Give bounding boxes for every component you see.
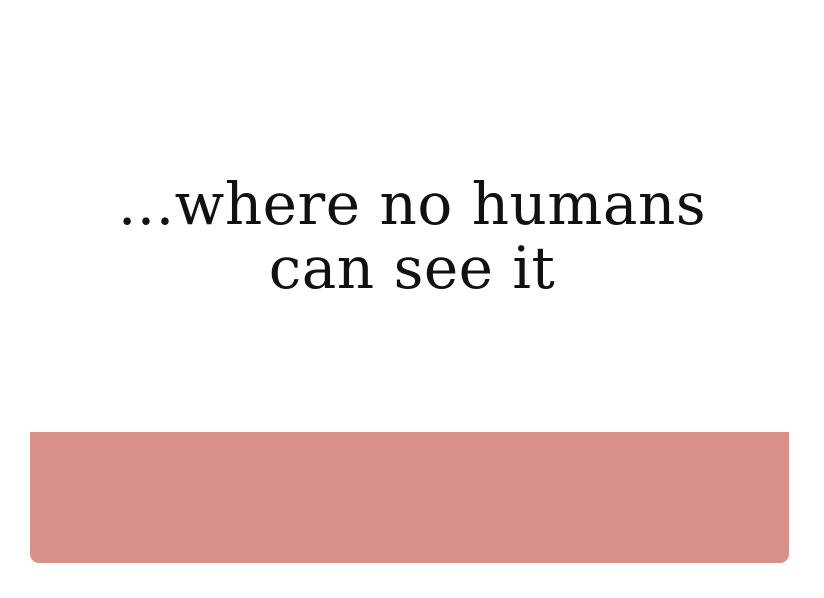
bottom-color-panel: [30, 432, 789, 563]
caption-line-2: can see it: [268, 234, 556, 302]
caption-text: [40, 172, 784, 300]
caption-line-1: ...where no humans: [117, 170, 707, 238]
